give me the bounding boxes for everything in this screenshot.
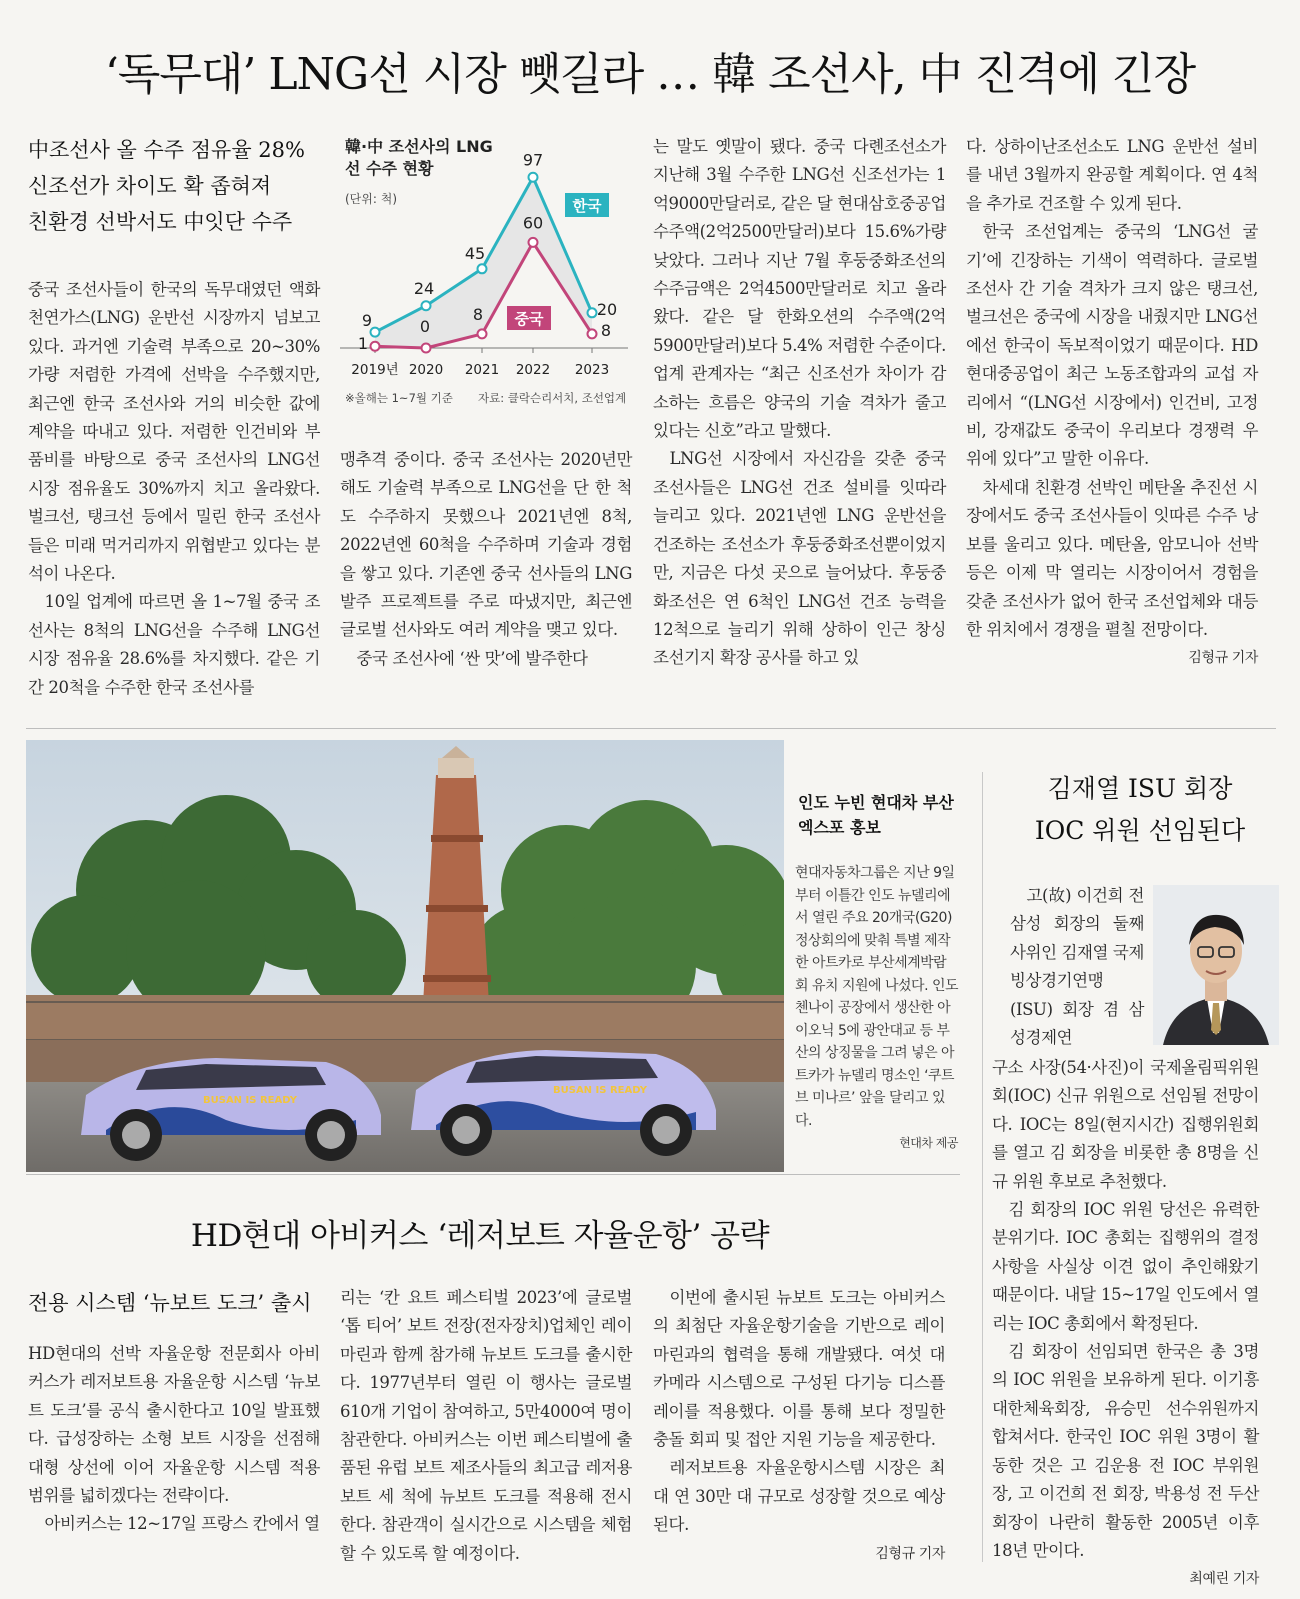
lng-order-chart — [340, 150, 640, 420]
paragraph: HD현대의 선박 자율운항 전문회사 아비커스가 레저보트용 자율운항 시스템 ‘뉴보트 도크’를 공식 출시한다고 10일 발표했다. 급성장하는 소형 보트 시장을 선점해 대형 상선에 이어 자율운항 시스템 적용 범위를 넓히겠다는 전략이다. — [28, 1344, 320, 1506]
legend-label-korea: 한국 — [572, 197, 602, 215]
byline: 최예린 기자 — [1189, 1571, 1259, 1588]
paragraph: 중국 조선사들이 한국의 독무대였던 액화천연가스(LNG) 운반선 시장까지 넘보고 있다. 과거엔 기술력 부족으로 20~30%가량 저렴한 가격에 선박을 수주했지만, 최근엔 한국 조선사와 거의 비슷한 값에 계약을 따내고 있다. 저렴한 인건비와 부품비를 바탕으로 중국 조선사의 LNG선 시장 점유율도 30%까지 치고 올라왔다. 벌크선, 탱크선 등에서 밀린 한국 조선사들은 미래 먹거리까지 위협받고 있다는 분석이 나온다. — [28, 280, 320, 584]
paragraph: 김 회장이 선임되면 한국은 총 3명의 IOC 위원을 보유하게 된다. 이기흥 대한체육회장, 유승민 선수위원까지 합쳐서다. 한국인 IOC 위원 3명이 활동한 것은 고 김운용 전 IOC 부위원장, 고 이건희 전 회장, 박용성 전 두산 회장이 나란히 활동한 2005년 이후 18년 만이다. — [992, 1342, 1259, 1560]
subhead-line: 中조선사 올 수주 점유율 28% — [28, 138, 305, 162]
data-point-china — [371, 342, 380, 351]
article2-column-2 — [340, 1284, 632, 1568]
data-label-china: 0 — [419, 317, 431, 336]
paragraph: 이번에 출시된 뉴보트 도크는 아비커스의 최첨단 자율운항기술을 기반으로 레이마린과의 협력을 통해 개발됐다. 여섯 대 카메라 시스템으로 구성된 다기능 디스플레이를 적용했다. 이를 통해 보다 정밀한 충돌 회피 및 접안 지원 기능을 제공한다. — [653, 1288, 945, 1450]
main-headline: ‘독무대’ LNG선 시장 뺏길라 … 韓 조선사, 中 진격에 긴장 — [104, 49, 1196, 100]
data-point-china — [422, 344, 431, 353]
article1-subheads — [28, 132, 318, 240]
car-text-2: BUSAN IS READY — [553, 1085, 648, 1096]
data-label-china: 8 — [472, 304, 484, 324]
photo-hyundai-artcars — [26, 740, 784, 1172]
x-tick-label: 2023 — [574, 362, 610, 378]
data-label-korea: 20 — [596, 299, 618, 319]
data-point-china — [588, 329, 597, 338]
article1-column-1 — [28, 276, 320, 702]
article2-headline: HD현대 아비커스 ‘레저보트 자율운항’ 공략 — [190, 1218, 770, 1254]
article3-headline — [990, 768, 1290, 852]
paragraph: 는 말도 옛말이 됐다. 중국 다롄조선소가 지난해 3월 수주한 LNG선 신조선가는 1억9000만달러로, 같은 달 현대삼호중공업 수주액(2억2500만달러)보다 15.6%가량 낮았다. 그러나 지난 7월 후둥중화조선의 수주금액은 2억4500만달러로 치고 올라왔다. 같은 달 한화오션의 수주액(2억5900만달러)보다 5.4% 저렴한 수준이다. 업계 관계자는 “최근 신조선가 차이가 감소하는 흐름은 양국의 기술 격차가 줄고 있다는 신호”라고 말했다. — [653, 137, 946, 441]
data-label-china: 60 — [522, 213, 544, 233]
data-point-china — [478, 329, 487, 338]
paragraph: 한국 조선업계는 중국의 ‘LNG선 굴기’에 긴장하는 기색이 역력하다. 글로벌 조선사 간 기술 격차가 크지 않은 탱크선, 벌크선은 중국에 시장을 내줬지만 LNG선에선 한국이 독보적이었기 때문이다. HD현대중공업이 최근 노동조합과의 교섭 자리에서 “(LNG선 시장에서) 인건비, 고정비, 강재값도 중국이 우리보다 경쟁력 우위에 있다”고 말한 이유다. — [966, 222, 1258, 469]
data-label-korea: 97 — [522, 150, 544, 170]
paragraph: 레저보트용 자율운항시스템 시장은 최대 연 30만 대 규모로 성장할 것으로 예상된다. — [653, 1458, 945, 1535]
paragraph: 구소 사장(54·사진)이 국제올림픽위원회(IOC) 신규 위원으로 선임될 전망이다. IOC는 8일(현지시간) 집행위원회를 열고 김 회장을 비롯한 총 8명을 신규 위원 후보로 추천했다. — [992, 1058, 1259, 1191]
subhead-line: 신조선가 차이도 확 좁혀져 — [28, 174, 272, 198]
article2-column-1 — [28, 1340, 320, 1539]
article2-column-3 — [653, 1284, 945, 1568]
article1-column-3 — [653, 133, 946, 673]
photo-caption-text: 현대자동차그룹은 지난 9일부터 이틀간 인도 뉴델리에서 열린 주요 20개국(G20) 정상회의에 맞춰 특별 제작한 아트카로 부산세계박람회 유치 지원에 나섰다. 인도 첸나이 공장에서 생산한 아이오닉 5에 광안대교 등 부산의 상징물을 그려 넣은 아트카가 뉴델리 명소인 ‘쿠트브 미나르’ 앞을 달리고 있다. — [795, 865, 959, 1129]
chart-unit: (단위: 척) — [345, 192, 397, 206]
chart-source: 자료: 클락슨리서치, 조선업계 — [478, 391, 627, 405]
subhead-line: 친환경 선박서도 中잇단 수주 — [28, 210, 293, 234]
chart-note: ※올해는 1~7월 기준 — [345, 391, 453, 405]
paragraph: 리는 ‘칸 요트 페스티벌 2023’에 글로벌 ‘톱 티어’ 보트 전장(전자장치)업체인 레이마린과 함께 참가해 뉴보트 도크를 출시한다. 1977년부터 열린 이 행사는 글로벌 610개 기업이 참여하고, 5만4000여 명이 참관한다. 아비커스는 이번 페스티벌에 출품된 유럽 보트 제조사들의 최고급 레저용 보트 세 척에 뉴보트 도크를 적용해 전시한다. 참관객이 실시간으로 시스템을 체험할 수 있도록 할 예정이다. — [340, 1288, 632, 1563]
byline: 김형규 기자 — [1188, 650, 1258, 667]
headline-line: IOC 위원 선임된다 — [1034, 816, 1246, 845]
headline-line: 김재열 ISU 회장 — [1047, 774, 1233, 803]
article1-column-4 — [966, 133, 1258, 673]
paragraph: 아비커스는 12~17일 프랑스 칸에서 열 — [44, 1514, 320, 1534]
data-point-korea — [588, 308, 597, 317]
byline: 김형규 기자 — [875, 1545, 945, 1562]
paragraph: 차세대 친환경 선박인 메탄올 추진선 시장에서도 중국 조선사들이 잇따른 수주 낭보를 울리고 있다. 메탄올, 암모니아 선박 등은 이제 막 열리는 시장이어서 경험을 갖춘 조선사가 없어 한국 조선업체와 대등한 위치에서 경쟁을 펼칠 전망이다. — [966, 477, 1258, 639]
paragraph: 고(故) 이건희 전 삼성 회장의 둘째 사위인 김재열 국제빙상경기연맹(ISU) 회장 겸 삼성경제연 — [1010, 886, 1145, 1048]
data-label-china: 8 — [600, 320, 612, 340]
data-label-china: 1 — [357, 334, 369, 354]
paragraph: 김 회장의 IOC 위원 당선은 유력한 분위기다. IOC 총회는 집행위의 결정사항을 사실상 이견 없이 추인해왔기 때문이다. 내달 15~17일 인도에서 열리는 IOC 총회에서 확정된다. — [992, 1200, 1259, 1333]
section-divider — [26, 728, 1276, 729]
data-point-china — [529, 238, 538, 247]
x-tick-label: 2020 — [408, 362, 444, 378]
photo-caption — [795, 862, 958, 1155]
photo-caption-title: 인도 누빈 현대차 부산엑스포 홍보 — [798, 793, 954, 837]
data-point-korea — [422, 301, 431, 310]
article1-column-2 — [340, 446, 632, 673]
data-label-korea: 9 — [361, 311, 373, 331]
paragraph: 중국 조선사에 ‘싼 맛’에 발주한다 — [356, 648, 588, 668]
section-divider — [26, 1174, 960, 1175]
photo-credit: 현대차 제공 — [899, 1136, 958, 1150]
data-point-korea — [478, 264, 487, 273]
data-label-korea: 24 — [413, 278, 435, 298]
paragraph: LNG선 시장에서 자신감을 갖춘 중국 조선사들은 LNG선 건조 설비를 잇따라 늘리고 있다. 2021년엔 LNG 운반선을 건조하는 조선소가 후둥중화조선뿐이었지만, 지금은 다섯 곳으로 늘어났다. 후둥중화조선은 연 6척인 LNG선 건조 능력을 12척으로 늘리기 위해 상하이 인근 창싱조선기지 확장 공사를 하고 있 — [653, 449, 946, 668]
car-text-1: BUSAN IS READY — [203, 1095, 298, 1106]
x-tick-label: 2022 — [515, 362, 551, 378]
article2-subhead: 전용 시스템 ‘뉴보트 도크’ 출시 — [28, 1291, 312, 1315]
paragraph: 10일 업계에 따르면 올 1~7월 중국 조선사는 8척의 LNG선을 수주해 LNG선 시장 점유율 28.6%를 차지했다. 같은 기간 20척을 수주한 한국 조선사를 — [28, 592, 320, 697]
paragraph: 다. 상하이난조선소도 LNG 운반선 설비를 내년 3월까지 완공할 계획이다. 연 4척을 추가로 건조할 수 있게 된다. — [966, 137, 1258, 213]
x-tick-label: 2019년 — [351, 362, 399, 378]
column-divider — [982, 772, 983, 1562]
x-tick-label: 2021 — [464, 362, 500, 378]
article3-lead — [1010, 882, 1144, 1052]
legend-label-china: 중국 — [514, 310, 544, 328]
chart-title-text: 韓·中 조선사의 LNG선 수주 현황 — [345, 137, 493, 178]
paragraph: 맹추격 중이다. 중국 조선사는 2020년만 해도 기술력 부족으로 LNG선을 단 한 척도 수주하지 못했으나 2021년엔 8척, 2022년엔 60척을 수주하며 기술과 경험을 쌓고 있다. 기존엔 중국 선사들의 LNG 발주 프로젝트를 주로 따냈지만, 최근엔 글로벌 선사와도 여러 계약을 맺고 있다. — [340, 450, 632, 640]
data-point-korea — [529, 173, 538, 182]
portrait-photo — [1153, 885, 1279, 1045]
data-label-korea: 45 — [464, 243, 486, 263]
article3-body — [992, 1054, 1259, 1594]
